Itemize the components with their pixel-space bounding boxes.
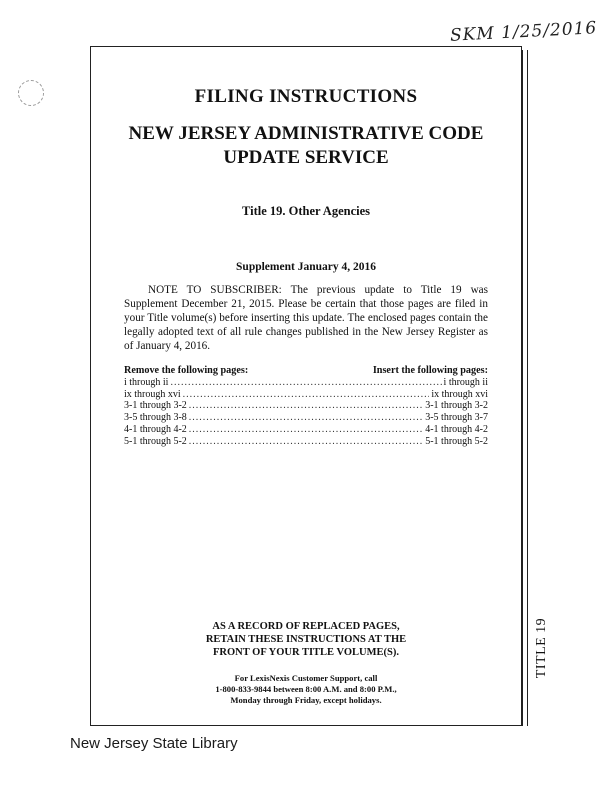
- insert-range: 4-1 through 4-2: [425, 423, 488, 435]
- insert-range: 3-5 through 3-7: [425, 412, 488, 424]
- support-line-1: For LexisNexis Customer Support, call: [234, 673, 378, 683]
- code-title-line-2: UPDATE SERVICE: [223, 147, 389, 168]
- remove-range: ix through xvi: [124, 388, 181, 400]
- remove-range: 3-5 through 3-8: [124, 412, 187, 424]
- dot-leader: [183, 389, 430, 401]
- remove-header: Remove the following pages:: [124, 365, 249, 376]
- page-row: [124, 412, 488, 424]
- remove-range: 4-1 through 4-2: [124, 423, 187, 435]
- tab-divider: [522, 50, 528, 726]
- insert-range: 5-1 through 5-2: [425, 435, 488, 447]
- insert-header: Insert the following pages:: [372, 365, 488, 376]
- page-row: [124, 436, 488, 448]
- remove-range: 5-1 through 5-2: [124, 435, 187, 447]
- dot-leader: [189, 412, 423, 424]
- title-tab: [530, 608, 554, 688]
- title-tab-label: TITLE 19: [534, 617, 549, 679]
- dot-leader: [189, 400, 423, 412]
- support-line-2: 1-800-833-9844 between 8:00 A.M. and 8:00 P.M.,: [215, 684, 397, 694]
- remove-range: i through ii: [124, 376, 169, 388]
- support-line-3: Monday through Friday, except holidays.: [230, 695, 382, 705]
- page-list-header: [124, 365, 488, 377]
- title-subtitle: Title 19. Other Agencies: [242, 204, 370, 218]
- page-row: [124, 424, 488, 436]
- record-notice: [90, 620, 522, 659]
- page-row: [124, 389, 488, 401]
- code-title-line-1: NEW JERSEY ADMINISTRATIVE CODE: [128, 123, 484, 144]
- subscriber-note: NOTE TO SUBSCRIBER: The previous update to Title 19 was Supplement December 21, 2015. Please be certain that those pages are filed in your Title volume(s) before inserting this update. The enclosed pages contain the legally adopted text of all rule changes published in the New Jersey Register as of January 4, 2016.: [124, 284, 488, 352]
- customer-support-info: [90, 673, 522, 706]
- code-title: [90, 122, 522, 170]
- library-stamp: New Jersey State Library: [70, 735, 238, 752]
- page-row: [124, 400, 488, 412]
- insert-range: ix through xvi: [431, 388, 488, 400]
- page-replacement-list: [124, 365, 488, 448]
- remove-range: 3-1 through 3-2: [124, 400, 187, 412]
- document-title: FILING INSTRUCTIONS: [194, 86, 418, 107]
- dot-leader: [189, 436, 423, 448]
- hole-punch-mark: [18, 80, 44, 106]
- supplement-date: Supplement January 4, 2016: [236, 261, 376, 273]
- page-row: [124, 377, 488, 389]
- dot-leader: [189, 424, 423, 436]
- insert-range: 3-1 through 3-2: [425, 400, 488, 412]
- record-line-1: AS A RECORD OF REPLACED PAGES,: [212, 621, 400, 632]
- record-line-2: RETAIN THESE INSTRUCTIONS AT THE: [205, 634, 407, 645]
- record-line-3: FRONT OF YOUR TITLE VOLUME(S).: [213, 647, 399, 658]
- dot-leader: [170, 377, 441, 389]
- insert-range: i through ii: [443, 376, 488, 388]
- handwritten-note: SKM 1/25/2016: [449, 18, 598, 46]
